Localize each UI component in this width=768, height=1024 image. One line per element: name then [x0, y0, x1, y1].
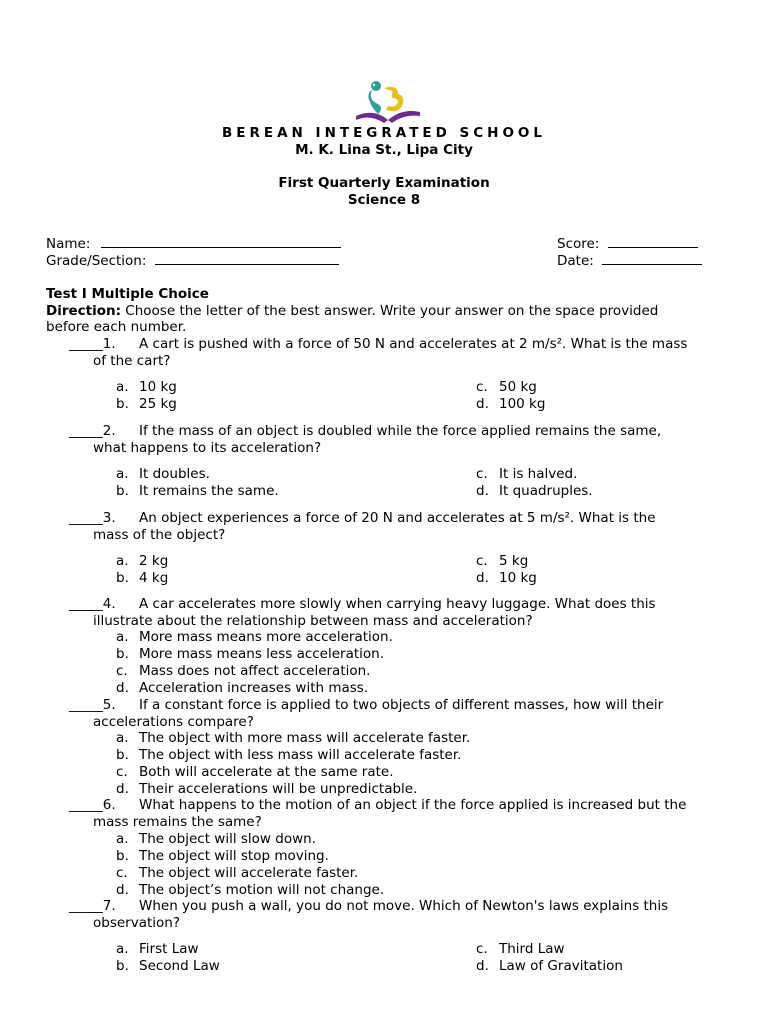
option-letter: b. [116, 483, 129, 499]
name-label: Name: [46, 236, 91, 252]
answer-blank-1[interactable]: _____1. [69, 336, 116, 352]
question-1-text: A cart is pushed with a force of 50 N and accelerates at 2 m/s². What is the mass [139, 336, 688, 352]
option-letter: c. [476, 941, 488, 957]
option-text[interactable]: 25 kg [139, 396, 177, 412]
option-letter: c. [116, 865, 128, 881]
option-text[interactable]: The object will accelerate faster. [139, 865, 359, 881]
date-blank[interactable] [602, 252, 702, 265]
option-letter: b. [116, 570, 129, 586]
exam-title: First Quarterly Examination [278, 175, 490, 191]
direction-text: Choose the letter of the best answer. Write your answer on the space provided [121, 303, 659, 319]
direction-line-1 [46, 303, 658, 319]
option-letter: a. [116, 730, 129, 746]
answer-blank-3[interactable]: _____3. [69, 510, 116, 526]
option-letter: d. [116, 882, 129, 898]
option-letter: d. [476, 396, 489, 412]
school-address: M. K. Lina St., Lipa City [295, 142, 473, 158]
option-text[interactable]: Both will accelerate at the same rate. [139, 764, 394, 780]
question-3-text: An object experiences a force of 20 N and accelerates at 5 m/s². What is the [139, 510, 656, 526]
school-name: BEREAN INTEGRATED SCHOOL [221, 125, 547, 141]
answer-blank-6[interactable]: _____6. [69, 797, 116, 813]
question-2-text: If the mass of an object is doubled while the force applied remains the same, [139, 423, 662, 439]
school-logo [354, 78, 422, 124]
option-letter: d. [476, 958, 489, 974]
option-letter: a. [116, 553, 129, 569]
option-letter: a. [116, 629, 129, 645]
question-5-text-cont: accelerations compare? [93, 714, 254, 730]
question-6-text: What happens to the motion of an object if the force applied is increased but the [139, 797, 687, 813]
answer-blank-4[interactable]: _____4. [69, 596, 116, 612]
answer-blank-7[interactable]: _____7. [69, 898, 116, 914]
option-letter: c. [476, 379, 488, 395]
name-field[interactable] [46, 235, 341, 252]
option-text[interactable]: 100 kg [499, 396, 546, 412]
answer-blank-2[interactable]: _____2. [69, 423, 116, 439]
option-letter: b. [116, 396, 129, 412]
option-text[interactable]: Their accelerations will be unpredictable. [139, 781, 418, 797]
date-label: Date: [557, 253, 594, 269]
score-field[interactable] [557, 235, 698, 252]
question-2-text-cont: what happens to its acceleration? [93, 440, 322, 456]
test-heading: Test I Multiple Choice [46, 286, 209, 302]
option-text[interactable]: The object will slow down. [139, 831, 316, 847]
direction-label: Direction: [46, 303, 122, 319]
option-text[interactable]: 10 kg [139, 379, 177, 395]
option-text[interactable]: More mass means less acceleration. [139, 646, 385, 662]
option-letter: d. [116, 781, 129, 797]
score-label: Score: [557, 236, 600, 252]
option-text[interactable]: It doubles. [139, 466, 210, 482]
option-text[interactable]: Law of Gravitation [499, 958, 623, 974]
option-letter: d. [476, 570, 489, 586]
question-7-text: When you push a wall, you do not move. Which of Newton's laws explains this [139, 898, 669, 914]
option-letter: b. [116, 646, 129, 662]
option-text[interactable]: It is halved. [499, 466, 578, 482]
question-4-text: A car accelerates more slowly when carrying heavy luggage. What does this [139, 596, 656, 612]
option-letter: b. [116, 958, 129, 974]
option-text[interactable]: It remains the same. [139, 483, 279, 499]
option-text[interactable]: More mass means more acceleration. [139, 629, 393, 645]
question-1-text-cont: of the cart? [93, 353, 171, 369]
option-text[interactable]: The object’s motion will not change. [139, 882, 385, 898]
option-text[interactable]: 50 kg [499, 379, 537, 395]
option-letter: d. [116, 680, 129, 696]
option-letter: c. [476, 553, 488, 569]
question-6-text-cont: mass remains the same? [93, 814, 262, 830]
option-text[interactable]: It quadruples. [499, 483, 593, 499]
option-text[interactable]: 5 kg [499, 553, 529, 569]
option-text[interactable]: Mass does not affect acceleration. [139, 663, 371, 679]
score-blank[interactable] [608, 235, 698, 248]
option-letter: a. [116, 379, 129, 395]
option-text[interactable]: Third Law [499, 941, 565, 957]
date-field[interactable] [557, 252, 702, 269]
option-text[interactable]: First Law [139, 941, 199, 957]
grade-blank[interactable] [155, 252, 339, 265]
option-letter: a. [116, 831, 129, 847]
answer-blank-5[interactable]: _____5. [69, 697, 116, 713]
option-letter: d. [476, 483, 489, 499]
option-letter: b. [116, 747, 129, 763]
question-7-text-cont: observation? [93, 915, 181, 931]
option-text[interactable]: The object with more mass will accelerate faster. [139, 730, 471, 746]
question-3-text-cont: mass of the object? [93, 527, 226, 543]
option-text[interactable]: The object will stop moving. [139, 848, 329, 864]
option-text[interactable]: Acceleration increases with mass. [139, 680, 369, 696]
question-5-text: If a constant force is applied to two objects of different masses, how will their [139, 697, 664, 713]
exam-subject: Science 8 [347, 192, 421, 208]
name-blank[interactable] [101, 235, 341, 248]
option-text[interactable]: 4 kg [139, 570, 169, 586]
option-letter: a. [116, 941, 129, 957]
grade-section-field[interactable] [46, 252, 339, 269]
option-text[interactable]: Second Law [139, 958, 220, 974]
option-text[interactable]: The object with less mass will accelerate faster. [139, 747, 462, 763]
grade-label: Grade/Section: [46, 253, 147, 269]
option-letter: a. [116, 466, 129, 482]
option-letter: c. [476, 466, 488, 482]
option-letter: b. [116, 848, 129, 864]
option-text[interactable]: 2 kg [139, 553, 169, 569]
question-4-text-cont: illustrate about the relationship between mass and acceleration? [93, 613, 533, 629]
option-letter: c. [116, 663, 128, 679]
option-text[interactable]: 10 kg [499, 570, 537, 586]
direction-line-2: before each number. [46, 319, 187, 335]
option-letter: c. [116, 764, 128, 780]
